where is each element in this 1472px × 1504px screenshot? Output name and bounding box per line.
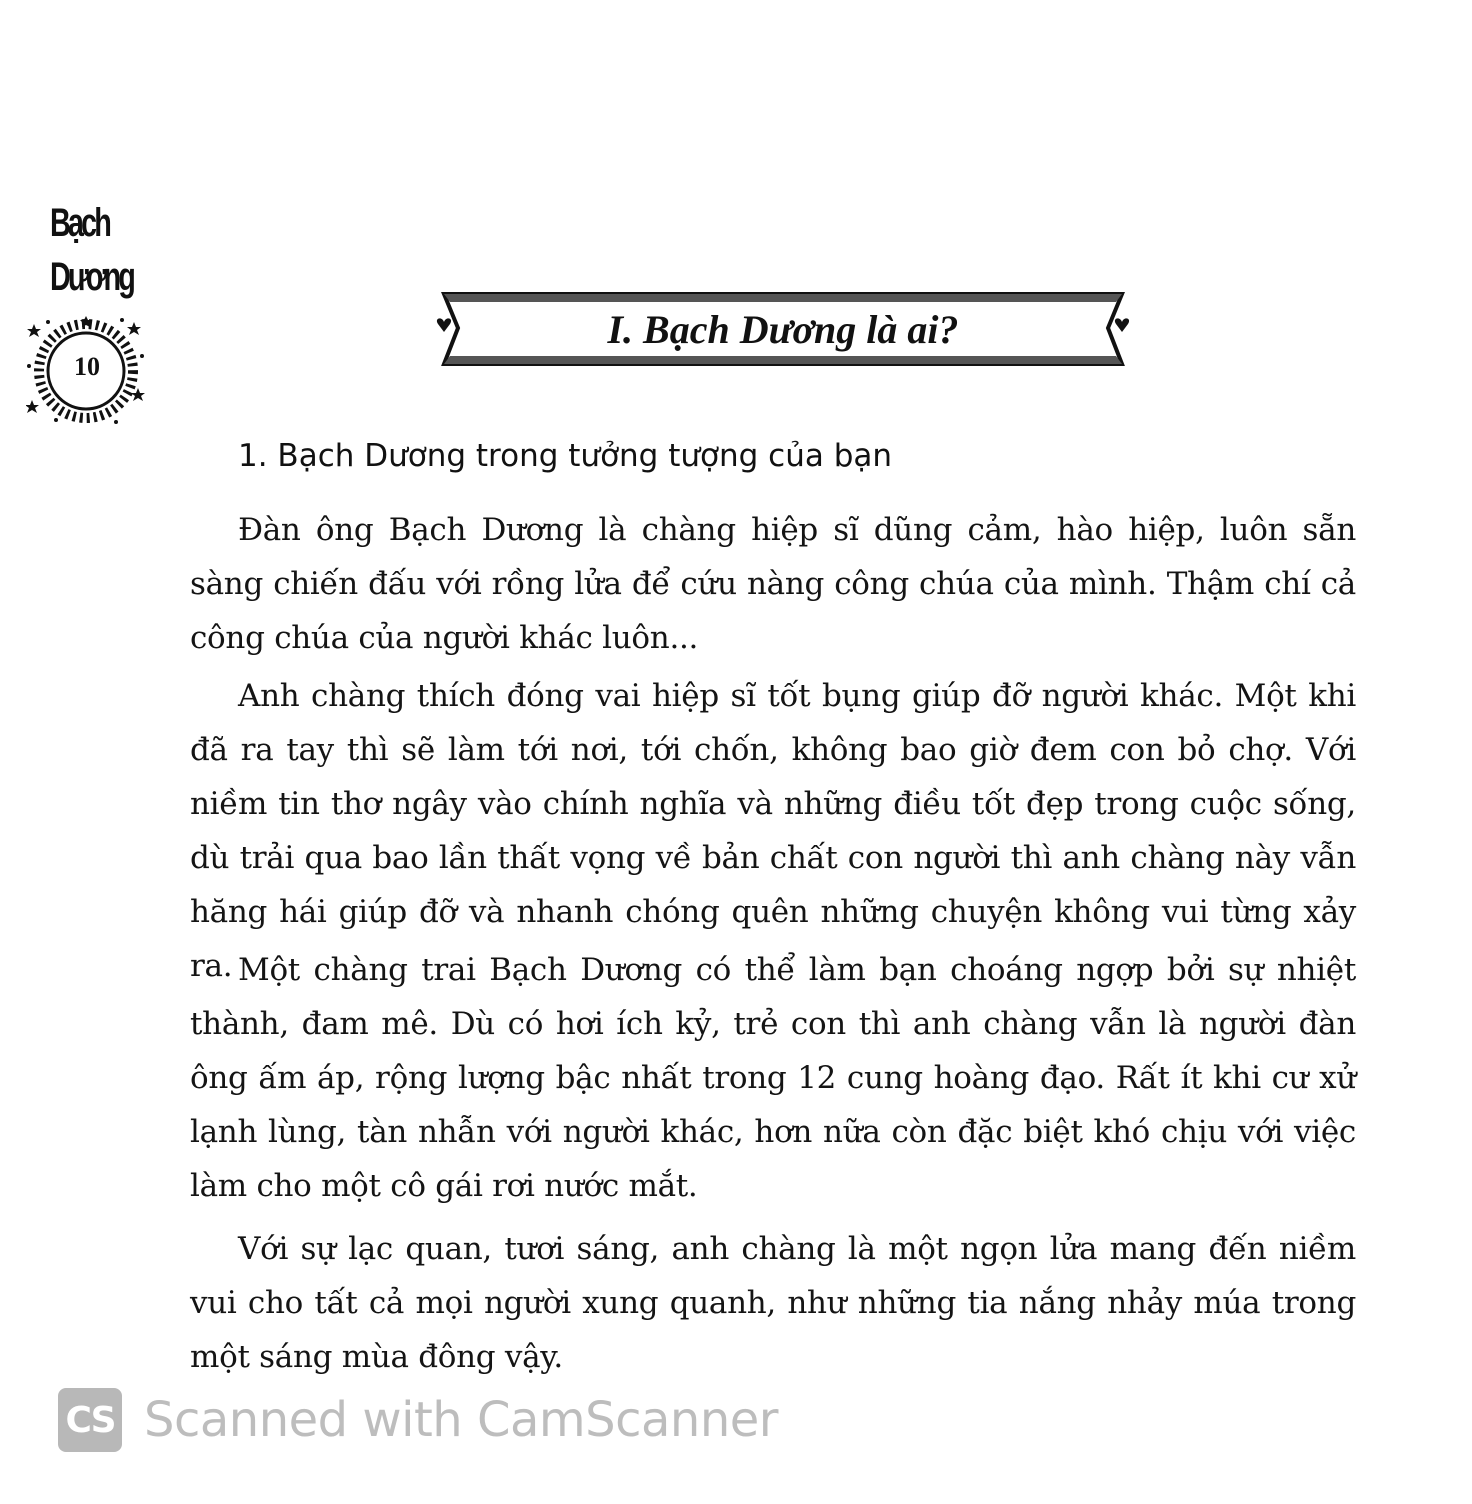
paragraph-2: Anh chàng thích đóng vai hiệp sĩ tốt bụng giúp đỡ người khác. Một khi đã ra tay thì sẽ làm tới nơi, tới chốn, không bao giờ đem con bỏ chợ. Với niềm tin thơ ngây vào chính nghĩa và những điều tốt đẹp trong cuộc sống, dù trải qua bao lần thất vọng về bản chất con người thì anh chàng này vẫn hăng hái giúp đỡ và nhanh chóng quên những chuyện không vui từng xảy ra. [190, 678, 1356, 984]
chapter-title: I. Bạch Dương là ai? [607, 306, 959, 352]
watermark-text: Scanned with CamScanner [144, 1392, 779, 1448]
camscanner-logo: CS [58, 1388, 122, 1452]
paragraph-1: Đàn ông Bạch Dương là chàng hiệp sĩ dũng cảm, hào hiệp, luôn sẵn sàng chiến đấu với rồng lửa để cứu nàng công chúa của mình. Thậm chí cả công chúa của người khác luôn... [190, 512, 1356, 656]
camscanner-watermark [58, 1386, 778, 1454]
book-title-line2: Dương [50, 255, 133, 299]
paragraph-4: Với sự lạc quan, tươi sáng, anh chàng là một ngọn lửa mang đến niềm vui cho tất cả mọi người xung quanh, như những tia nắng nhảy múa trong một sáng mùa đông vậy. [190, 1231, 1356, 1375]
book-title-line1: Bạch [50, 201, 109, 245]
page-number: 10 [74, 352, 100, 381]
section-heading: 1. Bạch Dương trong tưởng tượng của bạn [238, 438, 893, 474]
book-title-vertical [50, 196, 133, 304]
paragraph-3: Một chàng trai Bạch Dương có thể làm bạn choáng ngợp bởi sự nhiệt thành, đam mê. Dù có hơi ích kỷ, trẻ con thì anh chàng vẫn là người đàn ông ấm áp, rộng lượng bậc nhất trong 12 cung hoàng đạo. Rất ít khi cư xử lạnh lùng, tàn nhẫn với người khác, hơn nữa còn đặc biệt khó chịu với việc làm cho một cô gái rơi nước mắt. [190, 952, 1356, 1204]
